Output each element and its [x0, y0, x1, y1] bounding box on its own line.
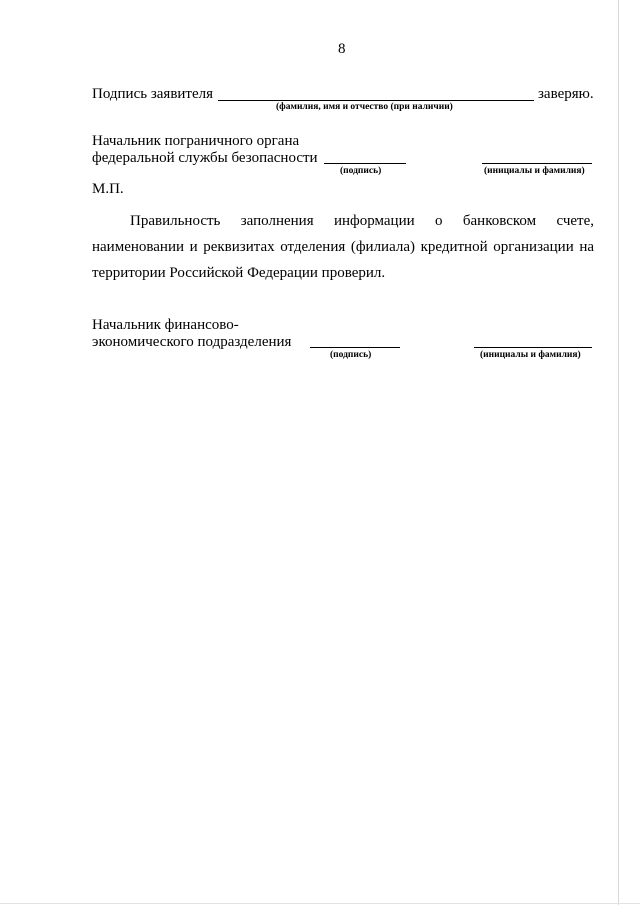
stamp-place-label: М.П. — [92, 181, 124, 197]
verification-line3: территории Российской Федерации проверил. — [92, 265, 386, 281]
border-chief-title-line2: федеральной службы безопасности — [92, 150, 318, 166]
scan-edge-line — [618, 0, 619, 905]
border-chief-initials-hint: (инициалы и фамилия) — [484, 166, 585, 176]
finance-chief-signature-line — [310, 347, 400, 348]
finance-chief-signature-hint: (подпись) — [330, 350, 372, 360]
scan-bottom-line — [0, 903, 640, 904]
verification-paragraph — [92, 208, 594, 286]
verification-line1: Правильность заполнения информации о банковском счете, — [130, 213, 594, 229]
border-chief-initials-line — [482, 163, 592, 164]
border-chief-title-line1: Начальник пограничного органа — [92, 133, 300, 149]
finance-chief-initials-hint: (инициалы и фамилия) — [480, 350, 581, 360]
applicant-name-hint: (фамилия, имя и отчество (при наличии) — [276, 102, 453, 112]
applicant-signature-line — [218, 100, 534, 101]
border-chief-signature-line — [324, 163, 406, 164]
page-number: 8 — [338, 41, 346, 57]
applicant-signature-label: Подпись заявителя — [92, 86, 214, 102]
verification-line2: наименовании и реквизитах отделения (филиала) кредитной организации на — [92, 239, 594, 255]
finance-chief-title-line2: экономического подразделения — [92, 334, 292, 350]
border-chief-signature-hint: (подпись) — [340, 166, 382, 176]
applicant-certify-text: заверяю. — [538, 86, 594, 102]
finance-chief-title-line1: Начальник финансово- — [92, 317, 239, 333]
finance-chief-initials-line — [474, 347, 592, 348]
